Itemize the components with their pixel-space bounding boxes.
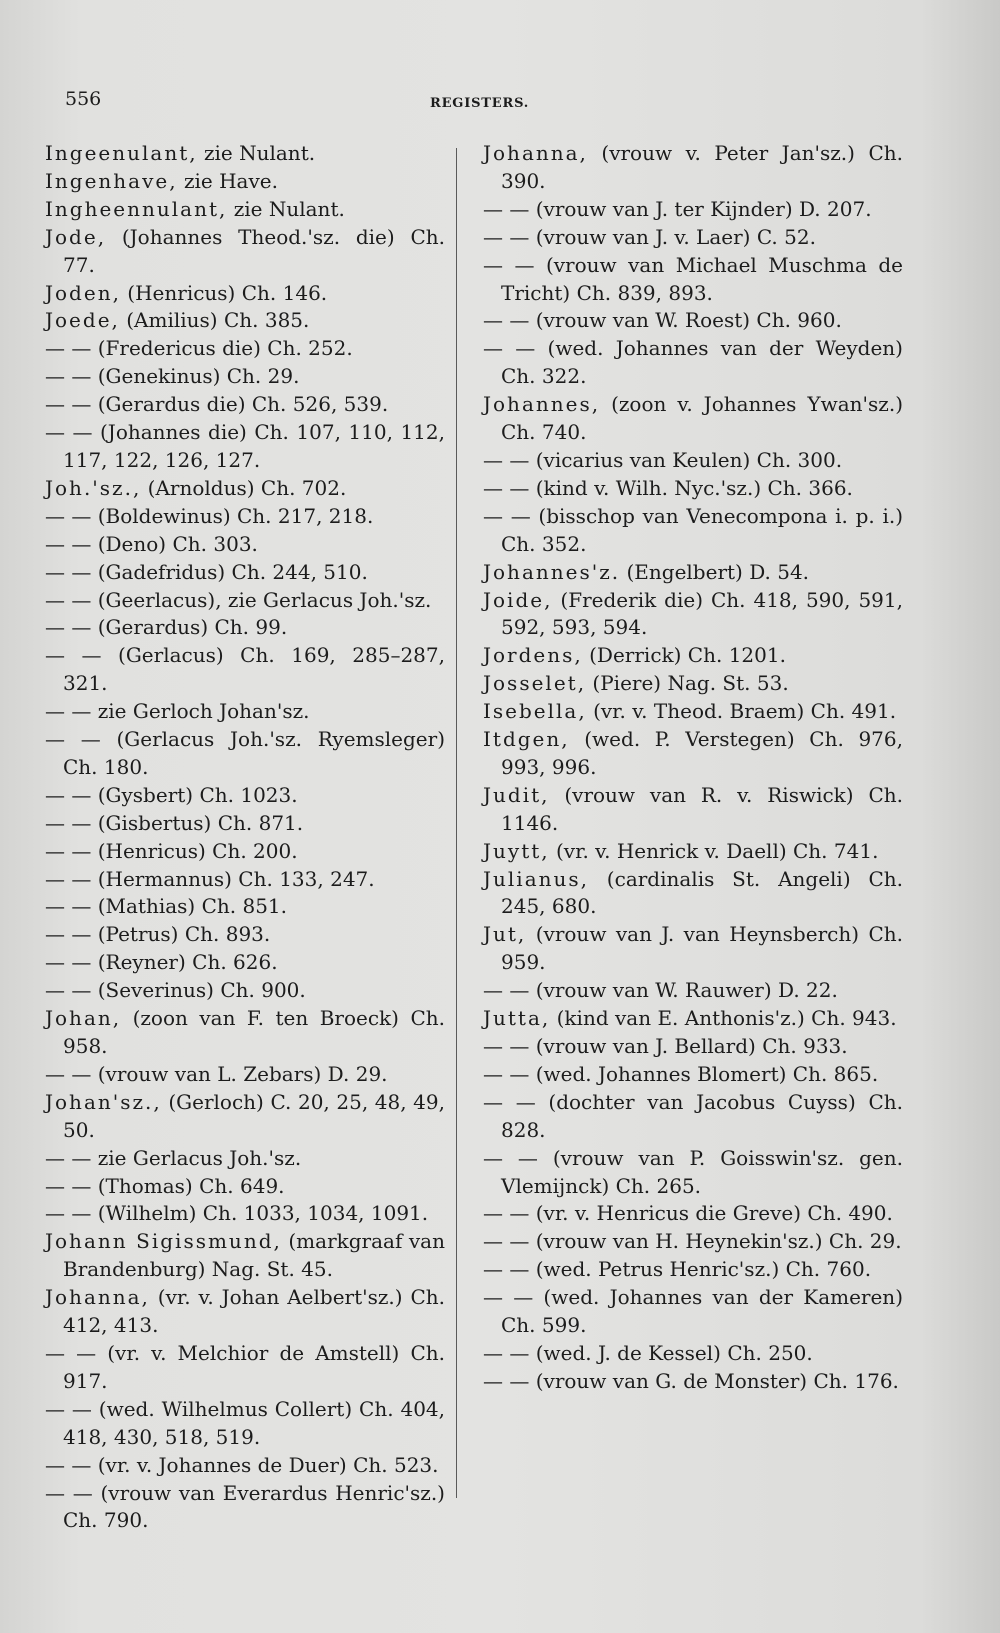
entry-text: — — (wed. J. de Kessel) Ch. 250. xyxy=(483,1340,813,1365)
entry-text: (Amilius) Ch. 385. xyxy=(119,308,310,333)
index-entry xyxy=(45,949,445,977)
index-entry xyxy=(483,1061,903,1089)
index-entry xyxy=(45,614,445,642)
entry-text: — — (wed. Johannes van der Weyden) Ch. 322. xyxy=(483,336,903,389)
entry-text: — — (vrouw van Michael Muschma de Tricht) Ch. 839, 893. xyxy=(483,252,903,305)
entry-text: (Arnoldus) Ch. 702. xyxy=(141,475,347,500)
index-entry xyxy=(483,1368,903,1396)
entry-text: — — (vrouw van G. de Monster) Ch. 176. xyxy=(483,1368,899,1393)
index-entry xyxy=(45,140,445,168)
entry-text: — — (vrouw van L. Zebars) D. 29. xyxy=(45,1061,388,1086)
entry-text: — — (vrouw van J. Bellard) Ch. 933. xyxy=(483,1034,848,1058)
entry-text: (zoon v. Johannes Ywan'sz.) Ch. 740. xyxy=(501,392,903,445)
entry-text: — — (Gerardus die) Ch. 526, 539. xyxy=(45,392,389,417)
entry-text: — — (vrouw van P. Goisswin'sz. gen. Vlemijnck) Ch. 265. xyxy=(483,1145,903,1198)
index-entry xyxy=(45,531,445,559)
index-entry xyxy=(483,447,903,475)
index-entry xyxy=(483,1340,903,1368)
entry-text: (wed. P. Verstegen) Ch. 976, 993, 996. xyxy=(501,727,903,779)
entry-text: (Piere) Nag. St. 53. xyxy=(586,671,789,696)
index-entry xyxy=(483,1200,903,1228)
index-entry xyxy=(483,698,903,726)
entry-headword: Itdgen, xyxy=(483,727,570,752)
index-entry xyxy=(45,1452,445,1480)
index-entry xyxy=(45,921,445,949)
index-entry xyxy=(45,419,445,475)
entry-headword: Josselet, xyxy=(483,671,587,696)
index-entry xyxy=(483,1033,903,1061)
entry-headword: Isebella, xyxy=(483,699,587,724)
entry-headword: Ingenhave, xyxy=(45,168,178,193)
entry-text: — — (Gerlacus Joh.'sz. Ryemsleger) Ch. 180. xyxy=(45,727,445,779)
entry-headword: Johanna, xyxy=(483,141,588,165)
entry-headword: Judit, xyxy=(483,782,550,807)
index-entry xyxy=(483,838,903,866)
entry-text: — — (Deno) Ch. 303. xyxy=(45,531,258,556)
index-entry xyxy=(45,1145,445,1173)
entry-text: — — (Severinus) Ch. 900. xyxy=(45,978,306,1003)
entry-text: — — (dochter van Jacobus Cuyss) Ch. 828. xyxy=(483,1089,903,1142)
entry-headword: Johann Sigissmund, xyxy=(45,1229,282,1254)
page-number: 556 xyxy=(65,88,102,110)
index-entry xyxy=(483,866,903,922)
index-entry xyxy=(45,1061,445,1089)
entry-text: — — (Geerlacus), zie Gerlacus Joh.'sz. xyxy=(45,587,432,612)
entry-text: — — (Gisbertus) Ch. 871. xyxy=(45,810,304,835)
entry-text: — — zie Gerlacus Joh.'sz. xyxy=(45,1145,302,1170)
index-entry xyxy=(483,475,903,503)
index-entry xyxy=(45,391,445,419)
index-entry xyxy=(45,1089,445,1145)
index-entry xyxy=(45,726,445,782)
index-entry xyxy=(45,587,445,615)
entry-text: zie Have. xyxy=(177,168,278,193)
entry-text: — — (Boldewinus) Ch. 217, 218. xyxy=(45,503,374,528)
entry-text: — — (vrouw van H. Heynekin'sz.) Ch. 29. xyxy=(483,1229,902,1254)
index-entry xyxy=(483,196,903,224)
entry-headword: Joede, xyxy=(45,308,120,333)
entry-headword: Johannes'z. xyxy=(483,559,621,584)
entry-text: (markgraaf van Brandenburg) Nag. St. 45. xyxy=(63,1229,445,1282)
index-entry xyxy=(483,782,903,838)
entry-headword: Jode, xyxy=(45,224,107,249)
column-divider xyxy=(456,148,457,1498)
entry-text: (vrouw van J. van Heynsberch) Ch. 959. xyxy=(501,922,903,975)
index-entry xyxy=(483,391,903,447)
index-entry xyxy=(45,642,445,698)
entry-text: (Henricus) Ch. 146. xyxy=(120,280,328,305)
index-entry xyxy=(45,1200,445,1228)
index-entry xyxy=(45,1396,445,1452)
entry-text: (Johannes Theod.'sz. die) Ch. 77. xyxy=(63,224,445,277)
entry-text: zie Nulant. xyxy=(227,196,345,221)
entry-text: — — (vr. v. Johannes de Duer) Ch. 523. xyxy=(45,1452,439,1477)
entry-text: (Derrick) Ch. 1201. xyxy=(582,643,786,668)
entry-text: zie Nulant. xyxy=(197,141,316,165)
entry-headword: Joden, xyxy=(45,280,121,305)
entry-text: — — (wed. Johannes Blomert) Ch. 865. xyxy=(483,1061,879,1086)
index-entry xyxy=(45,893,445,921)
index-entry xyxy=(483,559,903,587)
index-entry xyxy=(483,140,903,196)
entry-text: (Frederik die) Ch. 418, 590, 591, 592, 593, 594. xyxy=(501,587,903,640)
index-entry xyxy=(45,196,445,224)
entry-text: — — (Gysbert) Ch. 1023. xyxy=(45,782,298,807)
index-entry xyxy=(45,838,445,866)
entry-text: — — (Thomas) Ch. 649. xyxy=(45,1173,285,1198)
index-entry xyxy=(483,670,903,698)
entry-headword: Johanna, xyxy=(45,1285,150,1310)
entry-text: — — (vrouw van W. Rauwer) D. 22. xyxy=(483,978,838,1003)
entry-text: — — (vr. v. Melchior de Amstell) Ch. 917. xyxy=(45,1340,445,1393)
entry-text: — — (Hermannus) Ch. 133, 247. xyxy=(45,866,375,891)
index-entry xyxy=(45,782,445,810)
running-head: REGISTERS. xyxy=(430,96,530,111)
index-entry xyxy=(45,1005,445,1061)
index-entry xyxy=(483,921,903,977)
entry-text: — — (vrouw van J. v. Laer) C. 52. xyxy=(483,224,816,249)
entry-text: (cardinalis St. Angeli) Ch. 245, 680. xyxy=(501,866,903,919)
entry-text: — — (Gerardus) Ch. 99. xyxy=(45,615,288,640)
entry-headword: Johannes, xyxy=(483,392,601,417)
entry-text: — — (Henricus) Ch. 200. xyxy=(45,838,298,863)
index-entry xyxy=(483,642,903,670)
entry-text: (kind van E. Anthonis'z.) Ch. 943. xyxy=(550,1006,897,1031)
index-entry xyxy=(483,726,903,782)
index-entry xyxy=(45,977,445,1005)
index-entry xyxy=(483,1228,903,1256)
index-entry xyxy=(483,1145,903,1201)
entry-text: — — (Fredericus die) Ch. 252. xyxy=(45,336,353,361)
index-entry xyxy=(483,1089,903,1145)
entry-headword: Ingeenulant, xyxy=(45,141,198,165)
entry-text: — — (vrouw van Everardus Henric'sz.) Ch. 790. xyxy=(45,1480,445,1533)
index-entry xyxy=(483,335,903,391)
index-entry xyxy=(45,866,445,894)
index-entry xyxy=(483,1284,903,1340)
entry-text: — — (Wilhelm) Ch. 1033, 1034, 1091. xyxy=(45,1201,429,1226)
entry-headword: Johan, xyxy=(45,1006,122,1031)
entry-text: — — (kind v. Wilh. Nyc.'sz.) Ch. 366. xyxy=(483,475,853,500)
entry-text: — — (Petrus) Ch. 893. xyxy=(45,922,271,947)
index-entry xyxy=(483,977,903,1005)
entry-text: — — (vr. v. Henricus die Greve) Ch. 490. xyxy=(483,1201,893,1226)
entry-text: — — (Johannes die) Ch. 107, 110, 112, 117, 122, 126, 127. xyxy=(45,420,445,472)
index-entry xyxy=(483,224,903,252)
entry-text: (zoon van F. ten Broeck) Ch. 958. xyxy=(63,1006,445,1058)
entry-headword: Joide, xyxy=(483,587,553,612)
index-entry xyxy=(45,224,445,280)
entry-text: — — (vrouw van J. ter Kijnder) D. 207. xyxy=(483,196,872,221)
entry-text: — — (wed. Petrus Henric'sz.) Ch. 760. xyxy=(483,1257,872,1282)
entry-text: (vrouw v. Peter Jan'sz.) Ch. 390. xyxy=(501,141,903,193)
index-entry xyxy=(45,1480,445,1536)
entry-text: (Gerloch) C. 20, 25, 48, 49, 50. xyxy=(63,1089,445,1142)
index-entry xyxy=(483,1005,903,1033)
index-entry xyxy=(483,1256,903,1284)
index-entry xyxy=(483,252,903,308)
index-entry xyxy=(45,475,445,503)
entry-text: — — (Mathias) Ch. 851. xyxy=(45,894,288,919)
entry-text: (vr. v. Johan Aelbert'sz.) Ch. 412, 413. xyxy=(63,1285,445,1338)
entry-text: — — (Gerlacus) Ch. 169, 285–287, 321. xyxy=(45,643,445,696)
index-entry xyxy=(45,335,445,363)
entry-headword: Ingheennulant, xyxy=(45,196,228,221)
entry-text: — — (vicarius van Keulen) Ch. 300. xyxy=(483,447,843,472)
entry-text: (vr. v. Theod. Braem) Ch. 491. xyxy=(586,699,897,724)
entry-text: — — (vrouw van W. Roest) Ch. 960. xyxy=(483,308,842,333)
index-column-right xyxy=(483,140,903,1396)
entry-text: — — (wed. Wilhelmus Collert) Ch. 404, 418, 430, 518, 519. xyxy=(45,1396,445,1449)
entry-text: — — (Genekinus) Ch. 29. xyxy=(45,364,300,389)
entry-text: (vr. v. Henrick v. Daell) Ch. 741. xyxy=(549,838,879,863)
index-entry xyxy=(483,503,903,559)
entry-headword: Julianus, xyxy=(483,866,589,891)
index-entry xyxy=(45,363,445,391)
index-entry xyxy=(45,698,445,726)
index-entry xyxy=(45,503,445,531)
index-entry xyxy=(45,1228,445,1284)
index-column-left xyxy=(45,140,445,1535)
entry-headword: Joh.'sz., xyxy=(45,475,142,500)
index-entry xyxy=(483,307,903,335)
index-entry xyxy=(45,307,445,335)
index-entry xyxy=(45,280,445,308)
index-entry xyxy=(483,587,903,643)
entry-text: — — (Gadefridus) Ch. 244, 510. xyxy=(45,559,368,584)
entry-text: — — zie Gerloch Johan'sz. xyxy=(45,699,310,724)
entry-headword: Jordens, xyxy=(483,643,583,668)
entry-headword: Jutta, xyxy=(483,1006,551,1031)
entry-text: — — (Reyner) Ch. 626. xyxy=(45,950,278,975)
entry-text: (Engelbert) D. 54. xyxy=(620,559,810,584)
index-entry xyxy=(45,1173,445,1201)
entry-headword: Juytt, xyxy=(483,838,550,863)
entry-text: (vrouw van R. v. Riswick) Ch. 1146. xyxy=(501,782,903,835)
entry-headword: Jut, xyxy=(483,922,527,947)
entry-text: — — (wed. Johannes van der Kameren) Ch. 599. xyxy=(483,1285,903,1338)
index-entry xyxy=(45,810,445,838)
index-entry xyxy=(45,559,445,587)
index-entry xyxy=(45,1340,445,1396)
entry-headword: Johan'sz., xyxy=(45,1089,162,1114)
index-entry xyxy=(45,1284,445,1340)
entry-text: — — (bisschop van Venecompona i. p. i.) Ch. 352. xyxy=(483,503,903,556)
index-entry xyxy=(45,168,445,196)
